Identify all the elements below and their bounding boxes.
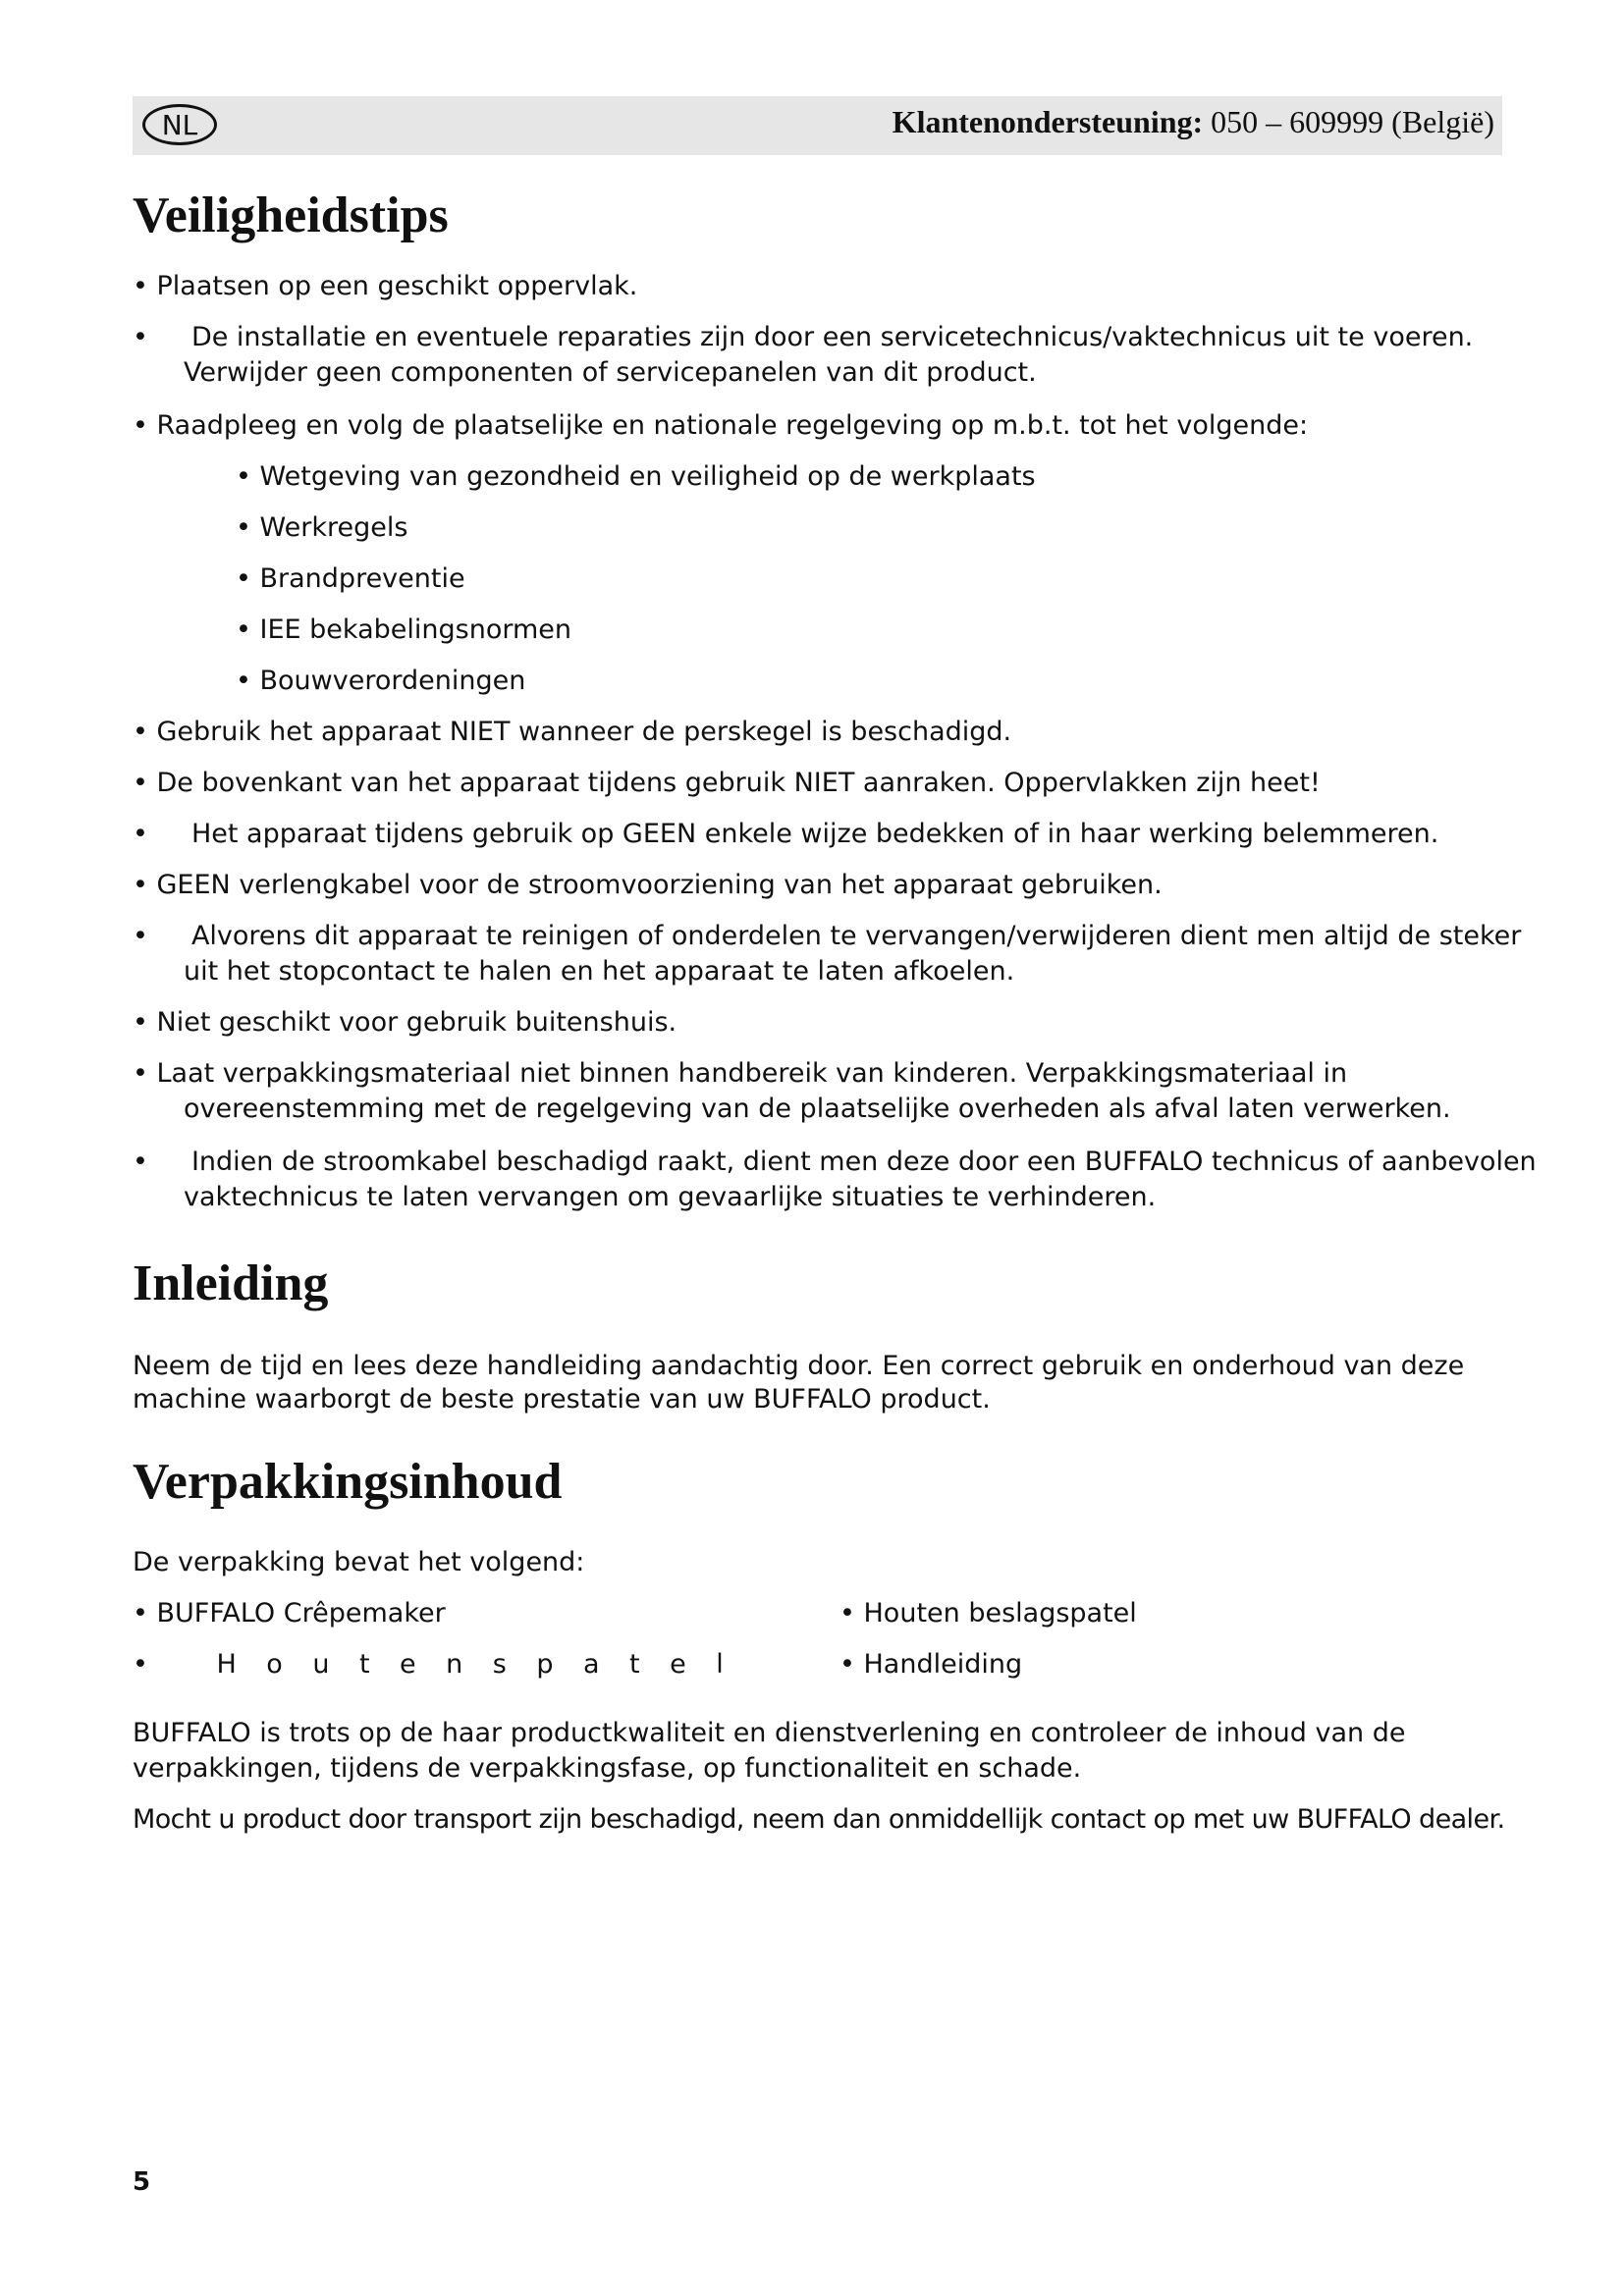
safety-item: • Raadpleeg en volg de plaatselijke en nationale regelgeving op m.b.t. tot het volgende: xyxy=(133,410,1309,441)
safety-item-cont: uit het stopcontact te halen en het apparaat te laten afkoelen. xyxy=(184,956,1015,987)
intro-line: machine waarborgt de beste prestatie van uw BUFFALO product. xyxy=(133,1384,991,1415)
safety-item: • Het apparaat tijdens gebruik op GEEN enkele wijze bedekken of in haar werking belemmeren. xyxy=(133,819,1439,849)
safety-subitem: • Werkregels xyxy=(236,512,408,543)
contents-paragraph: BUFFALO is trots op de haar productkwaliteit en dienstverlening en controleer de inhoud van de xyxy=(133,1718,1406,1748)
safety-subitem: • IEE bekabelingsnormen xyxy=(236,614,571,645)
intro-title: Inleiding xyxy=(133,1255,329,1311)
page-header xyxy=(133,96,1502,155)
safety-item: • Laat verpakkingsmateriaal niet binnen handbereik van kinderen. Verpakkingsmateriaal in xyxy=(133,1058,1348,1089)
safety-item: • De installatie en eventuele reparaties zijn door een servicetechnicus/vaktechnicus uit te voeren. xyxy=(133,322,1474,352)
safety-subitem: • Bouwverordeningen xyxy=(236,666,526,696)
contents-item: • Houten beslagspatel xyxy=(839,1598,1137,1629)
safety-item: • De bovenkant van het apparaat tijdens gebruik NIET aanraken. Oppervlakken zijn heet! xyxy=(133,768,1321,798)
contents-title: Verpakkingsinhoud xyxy=(133,1454,563,1510)
safety-item: • Plaatsen op een geschikt oppervlak. xyxy=(133,271,638,301)
safety-subitem: • Brandpreventie xyxy=(236,563,465,594)
support-label: Klantenondersteuning: xyxy=(892,104,1204,139)
contents-paragraph: verpakkingen, tijdens de verpakkingsfase, op functionaliteit en schade. xyxy=(133,1753,1082,1784)
safety-item: • Alvorens dit apparaat te reinigen of onderdelen te vervangen/verwijderen dient men altijd de steker xyxy=(133,921,1522,951)
contents-item: • BUFFALO Crêpemaker xyxy=(133,1598,446,1629)
page-number: 5 xyxy=(133,2167,151,2197)
safety-item: • GEEN verlengkabel voor de stroomvoorziening van het apparaat gebruiken. xyxy=(133,870,1163,900)
customer-support xyxy=(893,104,1494,140)
safety-subitem: • Wetgeving van gezondheid en veiligheid op de werkplaats xyxy=(236,461,1036,492)
contents-lead: De verpakking bevat het volgend: xyxy=(133,1547,585,1577)
language-badge: NL xyxy=(142,104,217,145)
contents-paragraph: Mocht u product door transport zijn beschadigd, neem dan onmiddellijk contact op met uw BUFFALO dealer. xyxy=(133,1804,1505,1835)
safety-item-cont: overeenstemming met de regelgeving van de plaatselijke overheden als afval laten verwerken. xyxy=(184,1094,1451,1124)
safety-item-cont: vaktechnicus te laten vervangen om gevaarlijke situaties te verhinderen. xyxy=(184,1182,1157,1212)
support-phone: 050 – 609999 (België) xyxy=(1211,104,1494,139)
safety-item-cont: Verwijder geen componenten of servicepanelen van dit product. xyxy=(184,357,1037,388)
contents-item: • Handleiding xyxy=(839,1649,1023,1680)
contents-item: • Houtenspatel xyxy=(133,1649,754,1680)
safety-title: Veiligheidstips xyxy=(133,187,449,243)
safety-item: • Indien de stroomkabel beschadigd raakt, dient men deze door een BUFFALO technicus of aanbevolen xyxy=(133,1147,1537,1177)
safety-item: • Niet geschikt voor gebruik buitenshuis. xyxy=(133,1007,677,1038)
safety-item: • Gebruik het apparaat NIET wanneer de perskegel is beschadigd. xyxy=(133,717,1012,747)
intro-line: Neem de tijd en lees deze handleiding aandachtig door. Een correct gebruik en onderhoud van deze xyxy=(133,1351,1465,1381)
